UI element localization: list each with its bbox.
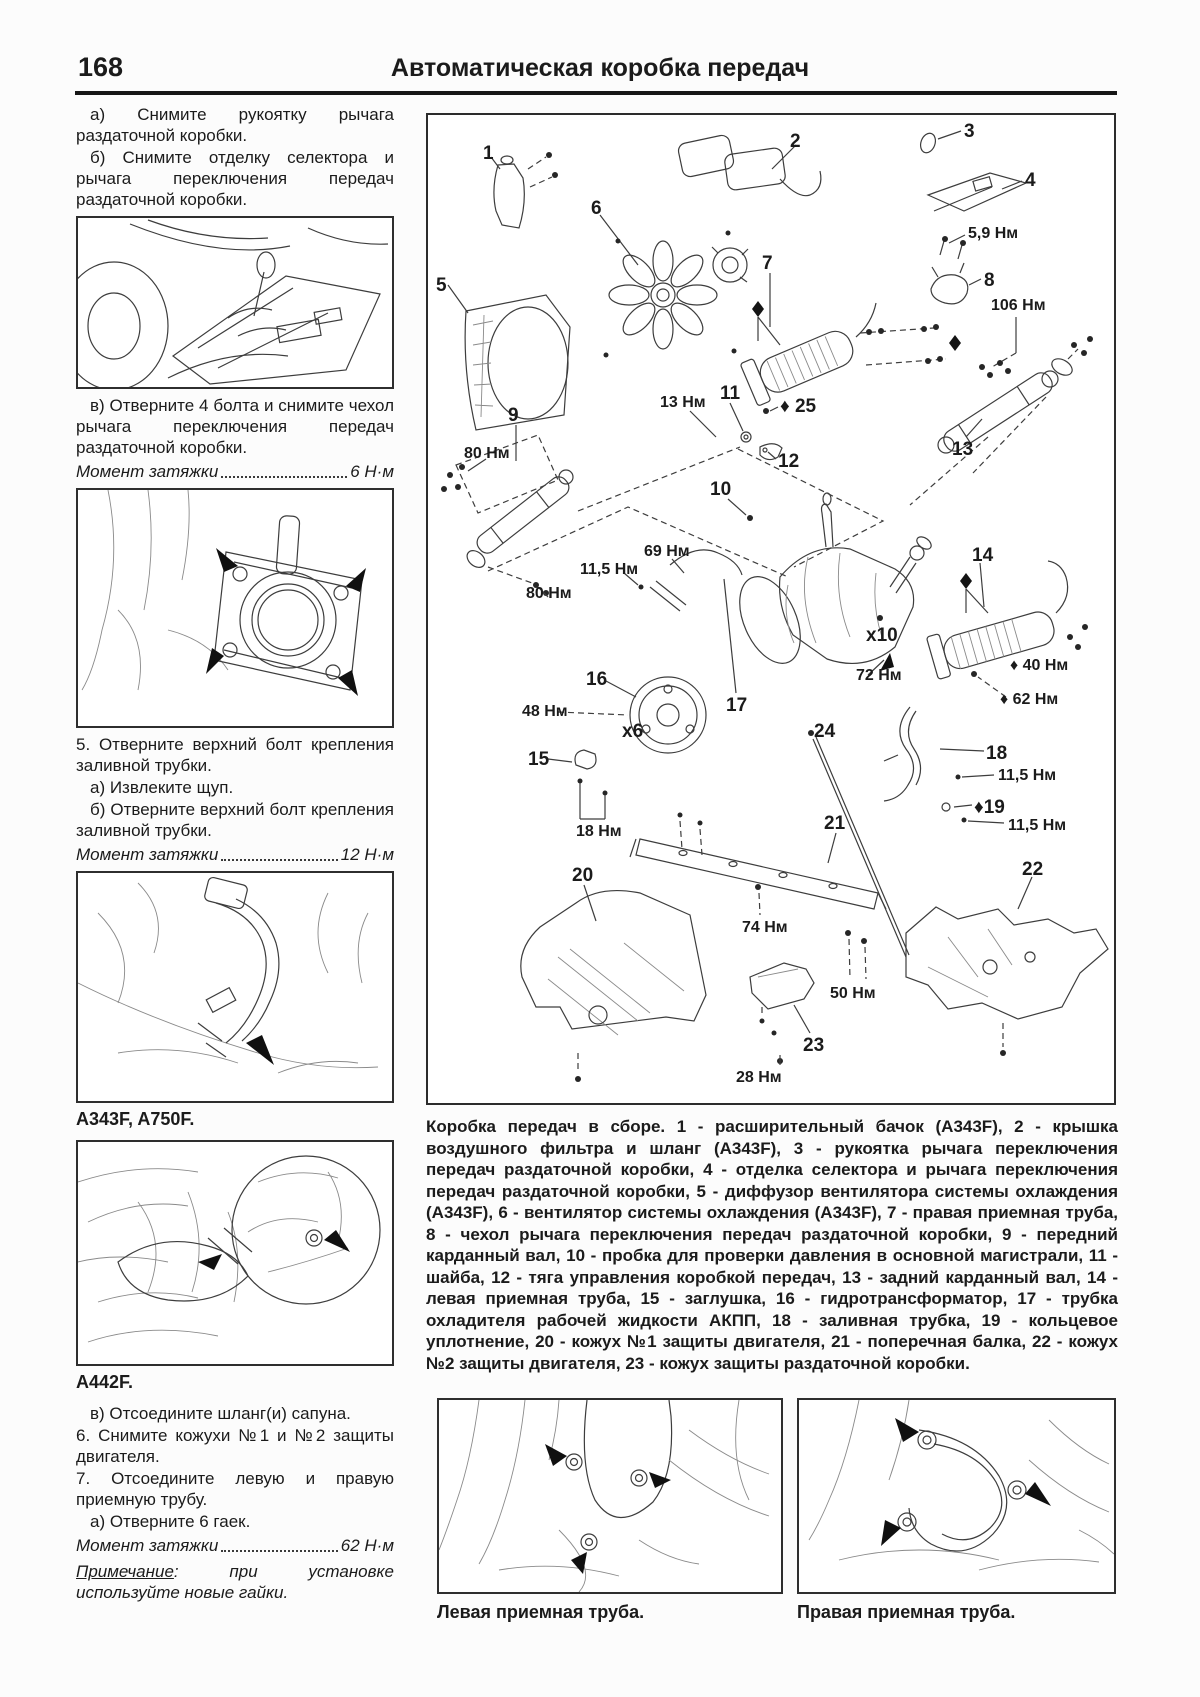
torque-value: 12 Н·м [340, 845, 394, 864]
diagram-label: 10 [710, 479, 732, 500]
step-5a: а) Извлеките щуп. [90, 778, 234, 797]
diagram-label: 20 [572, 865, 594, 886]
step-6: 6. Снимите кожухи №1 и №2 защиты двигателя. [76, 1426, 394, 1466]
diagram-label: 50 Нм [830, 985, 876, 1002]
diagram-label: 18 Нм [576, 823, 622, 840]
diagram-label: 11,5 Нм [998, 767, 1057, 784]
diagram-labels [428, 115, 1114, 1103]
shift-boot-sketch [78, 490, 392, 726]
figure-shift-boot [76, 488, 394, 728]
torque-value: 62 Н·м [340, 1536, 394, 1555]
step-v: в) Отверните 4 болта и снимите чехол рычага переключения передач раздаточной коробки. [76, 396, 394, 457]
torque-line-2 [76, 844, 394, 865]
left-column [76, 104, 394, 1604]
diagram-label: 13 Нм [660, 394, 706, 411]
dot-leader [221, 1550, 337, 1552]
step-7a: а) Отверните 6 гаек. [90, 1512, 251, 1531]
diagram-label: 12 [778, 451, 800, 472]
right-pipe-sketch [799, 1400, 1114, 1592]
torque-line-3 [76, 1535, 394, 1556]
dot-leader [221, 476, 347, 478]
diagram-label: 3 [964, 121, 975, 142]
diagram-label: 106 Нм [991, 297, 1046, 314]
photo-right-pipe [797, 1398, 1116, 1594]
diagram-label: 18 [986, 743, 1008, 764]
dot-leader [221, 859, 337, 861]
diagram-label: 16 [586, 669, 608, 690]
photo-left-pipe [437, 1398, 783, 1594]
diagram-label: 7 [762, 253, 773, 274]
page-number: 168 [78, 52, 124, 82]
note-text: : при установке используйте новые гайки. [76, 1562, 394, 1602]
diagram-label: x10 [866, 625, 898, 646]
diagram-label: 17 [726, 695, 748, 716]
step-b: б) Снимите отделку селектора и рычага переключения передач раздаточной коробки. [76, 148, 394, 209]
diagram-label: 72 Нм [856, 667, 902, 684]
figure-filler-tube [76, 871, 394, 1103]
step-5b: б) Отверните верхний болт крепления заливной трубки. [76, 800, 394, 840]
shift-console-sketch [78, 218, 392, 387]
diagram-label: ♦ 25 [780, 396, 817, 417]
diagram-label: 2 [790, 131, 801, 152]
note-label: Примечание [76, 1562, 174, 1581]
torque-label: Момент затяжки [76, 1536, 219, 1555]
figure-engine-a442f [76, 1140, 394, 1366]
diagram-label: 4 [1025, 170, 1036, 191]
diagram-label: 69 Нм [644, 543, 690, 560]
page-title: Автоматическая коробка передач [390, 54, 810, 82]
torque-label: Момент затяжки [76, 462, 219, 481]
diagram-label: 80 Нм [526, 585, 572, 602]
photo-caption-right: Правая приемная труба. [797, 1602, 1016, 1622]
step-a: а) Снимите рукоятку рычага раздаточной коробки. [76, 105, 394, 145]
diagram-label: 6 [591, 198, 602, 219]
diagram-label: 11,5 Нм [1008, 817, 1067, 834]
diagram-label: 5 [436, 275, 447, 296]
diagram-label: 11 [720, 383, 741, 404]
torque-value: 6 Н·м [350, 462, 394, 481]
diagram-label: 21 [824, 813, 846, 834]
diagram-label: 5,9 Нм [968, 225, 1019, 242]
torque-line-1 [76, 461, 394, 482]
note [76, 1561, 394, 1603]
figure-caption-a442f: A442F. [76, 1372, 134, 1392]
figure-shift-console [76, 216, 394, 389]
diagram-label: 8 [984, 270, 995, 291]
diagram-label: ♦ 62 Нм [1000, 691, 1059, 708]
diagram-label: 11,5 Нм [580, 561, 639, 578]
diagram-label: ♦19 [974, 797, 1005, 818]
photo-caption-left: Левая приемная труба. [437, 1602, 645, 1622]
diagram-label: 1 [483, 143, 494, 164]
figure-caption-a343f: A343F, A750F. [76, 1109, 195, 1129]
diagram-label: ♦ 40 Нм [1010, 657, 1069, 674]
diagram-label: 24 [814, 721, 836, 742]
diagram-caption: Коробка передач в сборе. 1 - расширительный бачок (А343F), 2 - крышка воздушного фильтра и шланг (А343F), 3 - рукоятка рычага переключения передач раздаточной коробки, 4 - отделка селектора и рычага переключения передач раздаточной коробки, 5 - диффузор вентилятора системы охлаждения (А343F), 6 - вентилятор системы охлаждения (А343F), 7 - правая приемная труба, 8 - чехол рычага переключения передач раздаточной коробки, 9 - передний карданный вал, 10 - пробка для проверки давления в основной магистрали, 11 - шайба, 12 - тяга управления коробкой передач, 13 - задний карданный вал, 14 - левая приемная труба, 15 - заглушка, 16 - гидротрансформатор, 17 - трубка охладителя рабочей жидкости АКПП, 18 - заливная трубка, 19 - кольцевое уплотнение, 20 - кожух №1 защиты двигателя, 21 - поперечная балка, 22 - кожух №2 защиты двигателя, 23 - кожух защиты раздаточной коробки. [426, 1117, 1118, 1373]
diagram-label: 9 [508, 405, 519, 426]
diagram-label: x6 [622, 721, 644, 742]
header-rule [75, 91, 1117, 95]
diagram-label: 22 [1022, 859, 1044, 880]
engine-a442f-sketch [78, 1142, 392, 1364]
left-pipe-sketch [439, 1400, 781, 1592]
diagram-label: 23 [803, 1035, 825, 1056]
diagram-label: 14 [972, 545, 994, 566]
torque-label: Момент затяжки [76, 845, 219, 864]
step-5: 5. Отверните верхний болт крепления заливной трубки. [76, 735, 394, 775]
diagram-label: 80 Нм [464, 445, 510, 462]
filler-tube-sketch [78, 873, 392, 1101]
diagram-label: 28 Нм [736, 1069, 782, 1086]
diagram-label: 13 [952, 439, 974, 460]
diagram-label: 15 [528, 749, 550, 770]
step-7: 7. Отсоедините левую и правую приемную трубу. [76, 1469, 394, 1509]
diagram-label: 48 Нм [522, 703, 568, 720]
diagram-label: 74 Нм [742, 919, 788, 936]
step-v2: в) Отсоедините шланг(и) сапуна. [90, 1404, 351, 1423]
exploded-diagram [426, 113, 1116, 1105]
